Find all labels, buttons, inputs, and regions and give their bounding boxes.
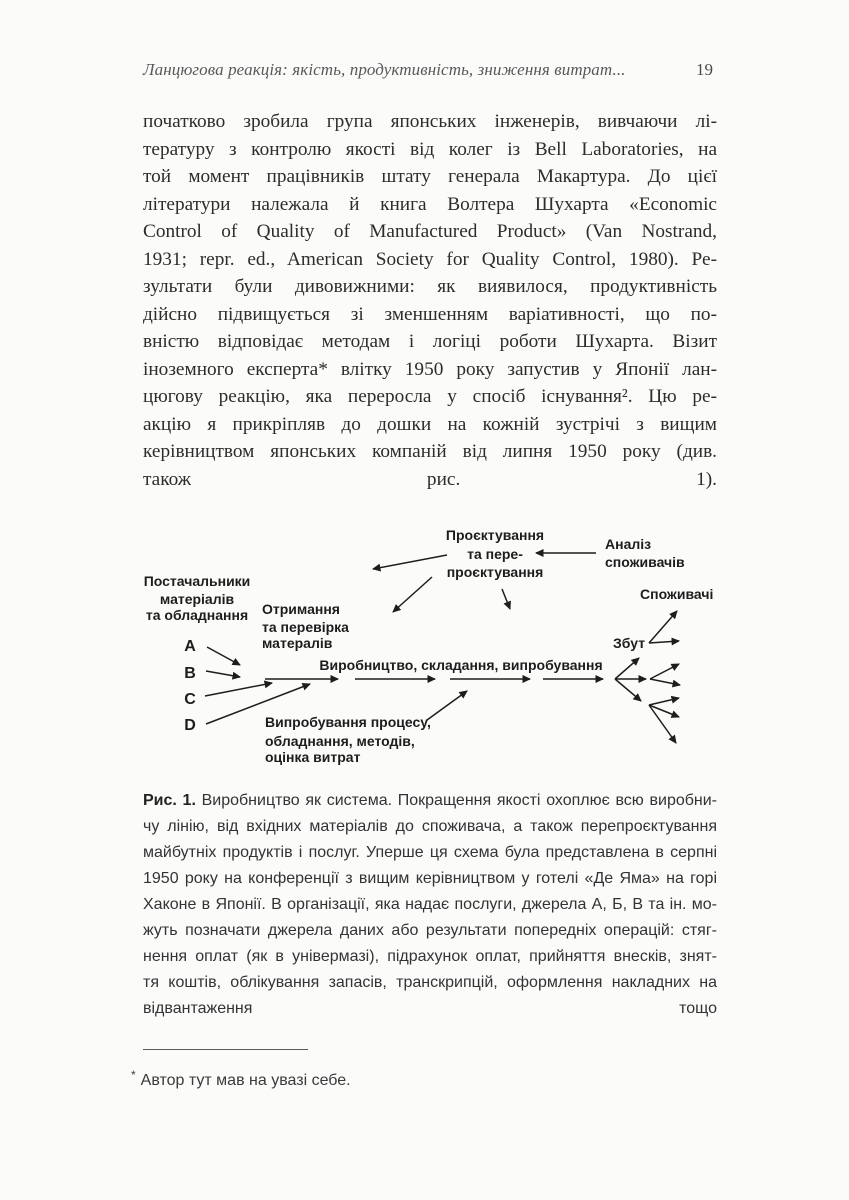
page-number: 19 [696,60,713,79]
body-text-line: Control of Quality of Manufactured Product» (Van Nostrand, [143,221,717,242]
running-header-title: Ланцюгова реакція: якість, продуктивність, зниження витрат... [143,60,626,79]
caption-line: жуть позначати джерела даних або результати попередніх операцій: стяг- [143,922,717,939]
caption-first-line-text: Виробництво як система. Покращення якості охоплює всю виробни- [201,792,718,809]
figure-label-consumers: Споживачі [640,586,714,602]
figure-caption [143,788,717,1022]
body-text-line: початково зробила група японських інженерів, вивчаючи лі- [143,111,717,132]
caption-last-line: відвантаження тощо [143,1000,717,1017]
suppliers-line3: та обладнання [145,607,249,623]
consumer-research-line2: споживачів [605,554,685,570]
process-tests-line2: обладнання, методів, [265,733,415,749]
body-text-line: той момент працівників штату генерала Макартура. До цієї [143,166,717,187]
caption-line: 1950 року на конференції з вищим керівництвом у готелі «Де Яма» на горі [143,870,717,887]
body-text-line: літератури належала й книга Волтера Шухарта «Economic [143,193,717,215]
body-paragraph [143,108,717,493]
source-b: B [184,665,196,682]
body-text-line: керівництвом японських компаній від липня 1950 року (див. [143,441,717,462]
figure-label-production: Виробництво, складання, випробування [319,657,603,673]
footnote-text: Автор тут мав на увазі себе. [140,1072,351,1089]
production-system-diagram [130,510,730,780]
caption-first-line [143,788,717,814]
figure-label-consumer-research [605,536,685,570]
figure-label-receiving [262,601,349,651]
body-text-line: акцію я прикріпляв до дошки на кожній зустрічі з вищим [143,413,717,435]
suppliers-line2: матеріалів [159,591,235,607]
body-text-line: зультати були дивовижними: як виявилося, продуктивність [143,276,717,297]
consumer-research-line1: Аналіз [605,536,652,552]
footnote-marker: * [131,1068,136,1082]
design-label-line1: Проєктування [445,527,545,543]
figure-source-letters [184,638,196,734]
body-text-line: вністю відповідає методам і логіці роботи Шухарта. Візит [143,331,717,352]
figure-1-diagram [130,510,730,780]
receiving-line2: та перевірка [262,619,349,635]
body-text-line: тературу з контролю якості від колег із Bell Laboratories, на [143,138,717,160]
caption-line: Хаконе в Японії. В організації, яка надає послуги, джерела А, Б, В та ін. мо- [143,896,717,913]
caption-line: тя коштів, облікування запасів, транскрипцій, оформлення накладних на [143,974,717,991]
process-tests-line1: Випробування процесу, [265,714,431,730]
figure-label-design [446,527,544,580]
design-label-line3: проєктування [446,564,544,580]
body-text-line: дійсно підвищується зі зменшенням варіативності, що по- [143,303,717,325]
source-d: D [184,717,196,734]
figure-label-process-tests [265,714,431,765]
body-text-line: іноземного експерта* влітку 1950 року запустив у Японії лан- [143,358,717,380]
source-c: C [184,691,196,708]
source-a: A [184,638,196,655]
footnote [131,1063,705,1093]
body-text-line: цюгову реакцію, яка переросла у спосіб існування². Цю ре- [143,386,717,407]
receiving-line1: Отримання [262,601,340,617]
body-text-line: 1931; repr. ed., American Society for Quality Control, 1980). Ре- [143,248,717,270]
figure-label-suppliers [144,573,251,623]
caption-figure-label: Рис. 1. [143,792,196,809]
caption-line: майбутніх продуктів і послуг. Уперше ця схема була представлена в серпні [143,844,717,861]
body-text-last-line: також рис. 1). [143,468,717,490]
design-label-line2: та пере- [467,546,523,562]
running-header [143,60,717,80]
process-tests-line3: оцінка витрат [265,749,361,765]
footnote-separator [143,1049,308,1050]
caption-line: нення оплат (як в універмазі), підрахунок оплат, прийняття внесків, знят- [143,948,717,965]
figure-label-distribution: Збут [613,635,646,651]
suppliers-line1: Постачальники [143,573,251,589]
caption-line: чу лінію, від вхідних матеріалів до споживача, а також перепроєктування [143,818,717,835]
receiving-line3: матералів [262,635,333,651]
